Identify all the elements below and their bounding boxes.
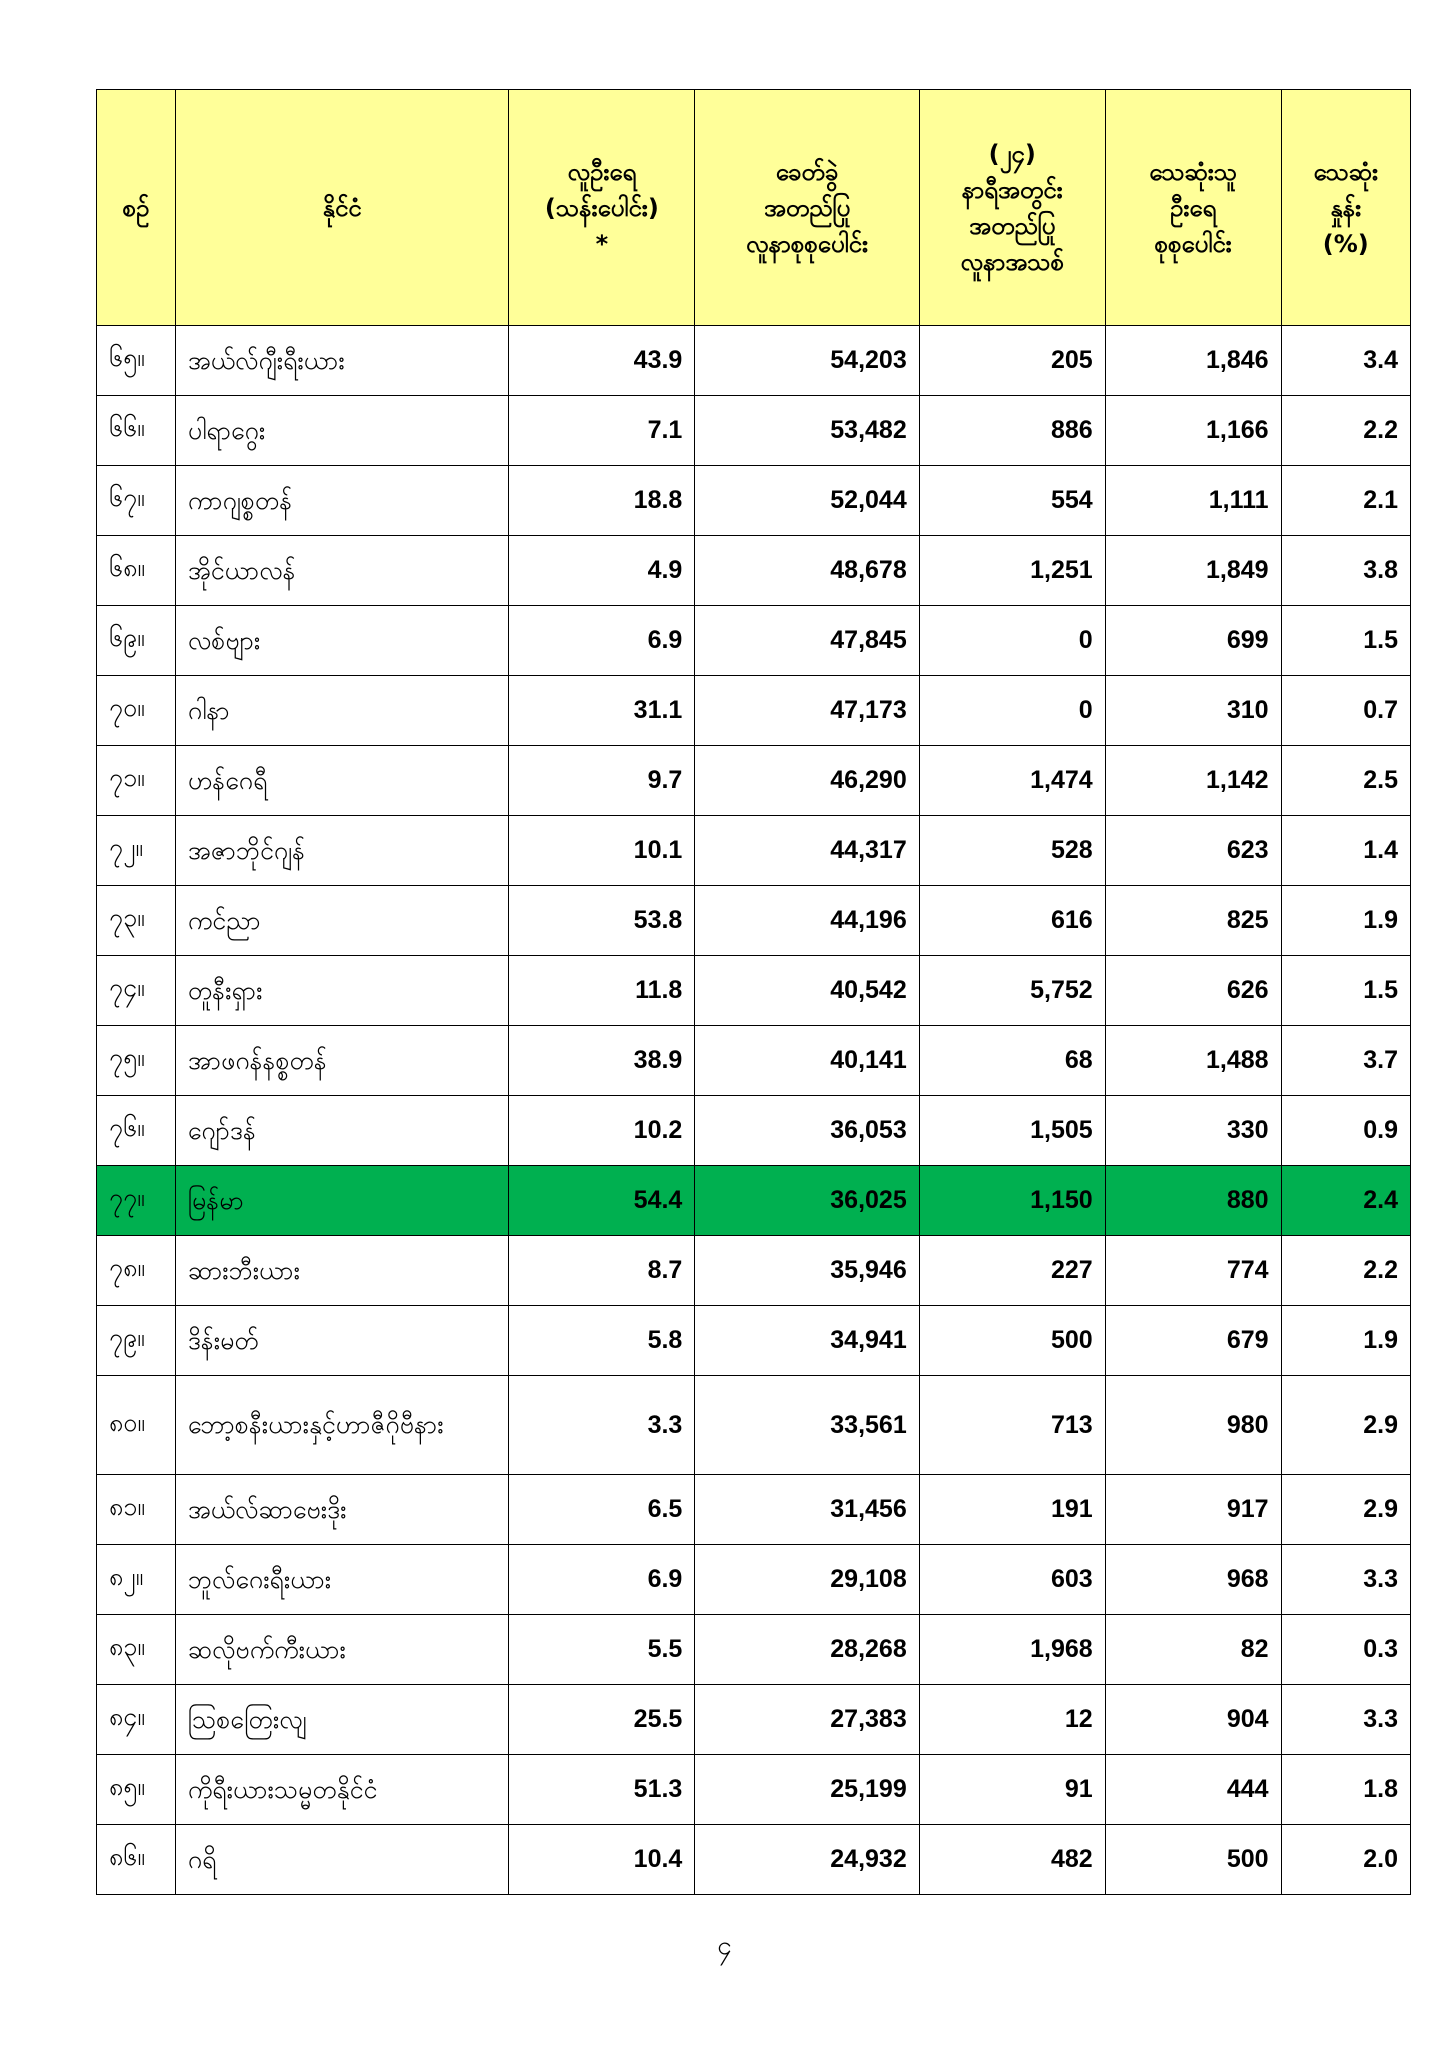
cell-country: အဇာဘိုင်ဂျန် xyxy=(175,816,509,886)
cell-population: 9.7 xyxy=(509,746,695,816)
cell-total-cases: 33,561 xyxy=(695,1376,919,1475)
cell-total-cases: 36,053 xyxy=(695,1096,919,1166)
cell-total-cases: 28,268 xyxy=(695,1615,919,1685)
cell-serial: ၈၅။ xyxy=(97,1755,176,1825)
cell-total-cases: 44,196 xyxy=(695,886,919,956)
cell-total-cases: 40,141 xyxy=(695,1026,919,1096)
cell-serial: ၇၉။ xyxy=(97,1306,176,1376)
cell-country: လစ်ဗျား xyxy=(175,606,509,676)
header-country: နိုင်ငံ xyxy=(175,90,509,326)
cell-new-cases: 1,150 xyxy=(919,1166,1105,1236)
cell-new-cases: 1,968 xyxy=(919,1615,1105,1685)
cell-serial: ၈၆။ xyxy=(97,1825,176,1895)
cell-new-cases: 0 xyxy=(919,606,1105,676)
table-row xyxy=(97,886,1411,956)
cell-total-cases: 31,456 xyxy=(695,1475,919,1545)
cell-new-cases: 603 xyxy=(919,1545,1105,1615)
cell-population: 25.5 xyxy=(509,1685,695,1755)
cell-new-cases: 616 xyxy=(919,886,1105,956)
cell-country: ဂါနာ xyxy=(175,676,509,746)
header-serial: စဉ် xyxy=(97,90,176,326)
cell-total-deaths: 82 xyxy=(1105,1615,1281,1685)
cell-death-rate: 2.1 xyxy=(1281,466,1410,536)
cell-new-cases: 205 xyxy=(919,326,1105,396)
cell-population: 10.4 xyxy=(509,1825,695,1895)
cell-death-rate: 3.8 xyxy=(1281,536,1410,606)
cell-total-deaths: 1,488 xyxy=(1105,1026,1281,1096)
cell-serial: ၆၆။ xyxy=(97,396,176,466)
cell-serial: ၆၈။ xyxy=(97,536,176,606)
cell-serial: ၇၃။ xyxy=(97,886,176,956)
table-row xyxy=(97,1096,1411,1166)
cell-serial: ၇၅။ xyxy=(97,1026,176,1096)
cell-country: ကင်ညာ xyxy=(175,886,509,956)
cell-new-cases: 1,474 xyxy=(919,746,1105,816)
cell-country: ဆလိုဗက်ကီးယား xyxy=(175,1615,509,1685)
cell-death-rate: 2.5 xyxy=(1281,746,1410,816)
table-row xyxy=(97,326,1411,396)
cell-total-deaths: 699 xyxy=(1105,606,1281,676)
cell-new-cases: 482 xyxy=(919,1825,1105,1895)
cell-new-cases: 191 xyxy=(919,1475,1105,1545)
cell-country: အိုင်ယာလန် xyxy=(175,536,509,606)
cell-serial: ၇၁။ xyxy=(97,746,176,816)
cell-death-rate: 2.4 xyxy=(1281,1166,1410,1236)
cell-population: 11.8 xyxy=(509,956,695,1026)
cell-total-deaths: 774 xyxy=(1105,1236,1281,1306)
table-row xyxy=(97,1376,1411,1475)
cell-total-cases: 47,173 xyxy=(695,676,919,746)
table-row xyxy=(97,606,1411,676)
cell-total-deaths: 980 xyxy=(1105,1376,1281,1475)
cell-serial: ၈၄။ xyxy=(97,1685,176,1755)
cell-population: 53.8 xyxy=(509,886,695,956)
cell-country: ကိုရီးယားသမ္မတနိုင်ငံ xyxy=(175,1755,509,1825)
cell-new-cases: 528 xyxy=(919,816,1105,886)
cell-total-deaths: 1,846 xyxy=(1105,326,1281,396)
header-population: လူဦးရေ (သန်းပေါင်း) * xyxy=(509,90,695,326)
cell-country: ဘော့စနီးယားနှင့်ဟာဇီဂိုဗီနား xyxy=(175,1376,509,1475)
cell-total-deaths: 904 xyxy=(1105,1685,1281,1755)
cell-total-deaths: 626 xyxy=(1105,956,1281,1026)
table-row xyxy=(97,466,1411,536)
cell-total-deaths: 880 xyxy=(1105,1166,1281,1236)
cell-country: တူနီးရှား xyxy=(175,956,509,1026)
cell-death-rate: 1.9 xyxy=(1281,1306,1410,1376)
cell-total-cases: 27,383 xyxy=(695,1685,919,1755)
cell-serial: ၆၉။ xyxy=(97,606,176,676)
cell-total-deaths: 623 xyxy=(1105,816,1281,886)
cell-death-rate: 1.5 xyxy=(1281,956,1410,1026)
cell-country: ကာဂျစ္စတန် xyxy=(175,466,509,536)
cell-new-cases: 0 xyxy=(919,676,1105,746)
cell-total-deaths: 679 xyxy=(1105,1306,1281,1376)
cell-serial: ၆၇။ xyxy=(97,466,176,536)
table-row xyxy=(97,1306,1411,1376)
cell-death-rate: 2.0 xyxy=(1281,1825,1410,1895)
cell-total-cases: 40,542 xyxy=(695,956,919,1026)
table-row xyxy=(97,816,1411,886)
cell-death-rate: 0.3 xyxy=(1281,1615,1410,1685)
cell-population: 43.9 xyxy=(509,326,695,396)
cell-death-rate: 0.7 xyxy=(1281,676,1410,746)
cell-serial: ၇၈။ xyxy=(97,1236,176,1306)
table-header-row xyxy=(97,90,1411,326)
cell-population: 3.3 xyxy=(509,1376,695,1475)
cell-population: 6.9 xyxy=(509,1545,695,1615)
cell-new-cases: 12 xyxy=(919,1685,1105,1755)
table-row xyxy=(97,396,1411,466)
cell-population: 6.9 xyxy=(509,606,695,676)
cell-country: ဟန်ဂေရီ xyxy=(175,746,509,816)
header-new-cases: (၂၄) နာရီအတွင်း အတည်ပြု လူနာအသစ် xyxy=(919,90,1105,326)
cell-population: 7.1 xyxy=(509,396,695,466)
cell-death-rate: 2.9 xyxy=(1281,1475,1410,1545)
cell-new-cases: 91 xyxy=(919,1755,1105,1825)
cell-serial: ၆၅။ xyxy=(97,326,176,396)
cell-country: ဂရိ xyxy=(175,1825,509,1895)
cell-country: ဂျော်ဒန် xyxy=(175,1096,509,1166)
cell-total-cases: 29,108 xyxy=(695,1545,919,1615)
cell-death-rate: 3.7 xyxy=(1281,1026,1410,1096)
cell-country: ဒိန်းမတ် xyxy=(175,1306,509,1376)
cell-country: အယ်လ်ဂျီးရီးယား xyxy=(175,326,509,396)
cell-total-cases: 24,932 xyxy=(695,1825,919,1895)
cell-country: ဘူလ်ဂေးရီးယား xyxy=(175,1545,509,1615)
cell-population: 31.1 xyxy=(509,676,695,746)
cell-total-deaths: 310 xyxy=(1105,676,1281,746)
covid-country-table xyxy=(96,89,1411,1895)
cell-country: ပါရာဂွေး xyxy=(175,396,509,466)
cell-population: 51.3 xyxy=(509,1755,695,1825)
cell-serial: ၈၀။ xyxy=(97,1376,176,1475)
cell-total-deaths: 330 xyxy=(1105,1096,1281,1166)
cell-total-deaths: 1,849 xyxy=(1105,536,1281,606)
cell-new-cases: 1,251 xyxy=(919,536,1105,606)
cell-country: ဩစတြေးလျ xyxy=(175,1685,509,1755)
cell-new-cases: 713 xyxy=(919,1376,1105,1475)
cell-population: 4.9 xyxy=(509,536,695,606)
cell-total-cases: 35,946 xyxy=(695,1236,919,1306)
table-body xyxy=(97,326,1411,1895)
cell-serial: ၈၁။ xyxy=(97,1475,176,1545)
cell-total-deaths: 825 xyxy=(1105,886,1281,956)
cell-population: 5.8 xyxy=(509,1306,695,1376)
cell-death-rate: 2.2 xyxy=(1281,1236,1410,1306)
cell-new-cases: 68 xyxy=(919,1026,1105,1096)
cell-country: အာဖဂန်နစ္စတန် xyxy=(175,1026,509,1096)
cell-population: 38.9 xyxy=(509,1026,695,1096)
table-row xyxy=(97,536,1411,606)
cell-serial: ၇၇။ xyxy=(97,1166,176,1236)
table-row xyxy=(97,746,1411,816)
cell-death-rate: 1.9 xyxy=(1281,886,1410,956)
table-row xyxy=(97,1685,1411,1755)
cell-death-rate: 2.9 xyxy=(1281,1376,1410,1475)
cell-new-cases: 886 xyxy=(919,396,1105,466)
cell-total-deaths: 444 xyxy=(1105,1755,1281,1825)
cell-total-cases: 44,317 xyxy=(695,816,919,886)
table-row xyxy=(97,956,1411,1026)
cell-population: 10.2 xyxy=(509,1096,695,1166)
cell-country: အယ်လ်ဆာဗေးဒိုး xyxy=(175,1475,509,1545)
cell-population: 18.8 xyxy=(509,466,695,536)
cell-death-rate: 3.3 xyxy=(1281,1545,1410,1615)
cell-serial: ၇၀။ xyxy=(97,676,176,746)
cell-death-rate: 1.4 xyxy=(1281,816,1410,886)
cell-total-cases: 48,678 xyxy=(695,536,919,606)
table-row xyxy=(97,1755,1411,1825)
table-row xyxy=(97,1236,1411,1306)
cell-population: 10.1 xyxy=(509,816,695,886)
header-total-deaths: သေဆုံးသူ ဦးရေ စုစုပေါင်း xyxy=(1105,90,1281,326)
cell-total-cases: 47,845 xyxy=(695,606,919,676)
cell-serial: ၈၃။ xyxy=(97,1615,176,1685)
cell-death-rate: 0.9 xyxy=(1281,1096,1410,1166)
table-row xyxy=(97,1545,1411,1615)
table-row xyxy=(97,1475,1411,1545)
table-row xyxy=(97,1615,1411,1685)
table-row xyxy=(97,1825,1411,1895)
cell-death-rate: 3.4 xyxy=(1281,326,1410,396)
cell-total-deaths: 1,142 xyxy=(1105,746,1281,816)
cell-total-cases: 54,203 xyxy=(695,326,919,396)
cell-population: 5.5 xyxy=(509,1615,695,1685)
cell-total-cases: 34,941 xyxy=(695,1306,919,1376)
cell-serial: ၇၂။ xyxy=(97,816,176,886)
table-row xyxy=(97,1166,1411,1236)
cell-death-rate: 1.8 xyxy=(1281,1755,1410,1825)
cell-population: 8.7 xyxy=(509,1236,695,1306)
table-row xyxy=(97,1026,1411,1096)
cell-new-cases: 554 xyxy=(919,466,1105,536)
cell-new-cases: 500 xyxy=(919,1306,1105,1376)
cell-total-deaths: 500 xyxy=(1105,1825,1281,1895)
cell-total-deaths: 968 xyxy=(1105,1545,1281,1615)
cell-death-rate: 1.5 xyxy=(1281,606,1410,676)
cell-population: 6.5 xyxy=(509,1475,695,1545)
table-row xyxy=(97,676,1411,746)
cell-total-cases: 36,025 xyxy=(695,1166,919,1236)
cell-total-cases: 25,199 xyxy=(695,1755,919,1825)
cell-new-cases: 227 xyxy=(919,1236,1105,1306)
cell-serial: ၇၄။ xyxy=(97,956,176,1026)
cell-new-cases: 1,505 xyxy=(919,1096,1105,1166)
cell-total-cases: 53,482 xyxy=(695,396,919,466)
header-death-rate: သေဆုံး နှုန်း (%) xyxy=(1281,90,1410,326)
cell-death-rate: 2.2 xyxy=(1281,396,1410,466)
cell-country: မြန်မာ xyxy=(175,1166,509,1236)
cell-total-cases: 52,044 xyxy=(695,466,919,536)
cell-serial: ၈၂။ xyxy=(97,1545,176,1615)
cell-new-cases: 5,752 xyxy=(919,956,1105,1026)
cell-country: ဆားဘီးယား xyxy=(175,1236,509,1306)
cell-total-deaths: 1,166 xyxy=(1105,396,1281,466)
cell-death-rate: 3.3 xyxy=(1281,1685,1410,1755)
page-number: ၄ xyxy=(717,1931,732,1961)
cell-total-deaths: 917 xyxy=(1105,1475,1281,1545)
cell-population: 54.4 xyxy=(509,1166,695,1236)
cell-total-cases: 46,290 xyxy=(695,746,919,816)
cell-total-deaths: 1,111 xyxy=(1105,466,1281,536)
header-total-cases: ခေတ်ခွဲ အတည်ပြု လူနာစုစုပေါင်း xyxy=(695,90,919,326)
cell-serial: ၇၆။ xyxy=(97,1096,176,1166)
